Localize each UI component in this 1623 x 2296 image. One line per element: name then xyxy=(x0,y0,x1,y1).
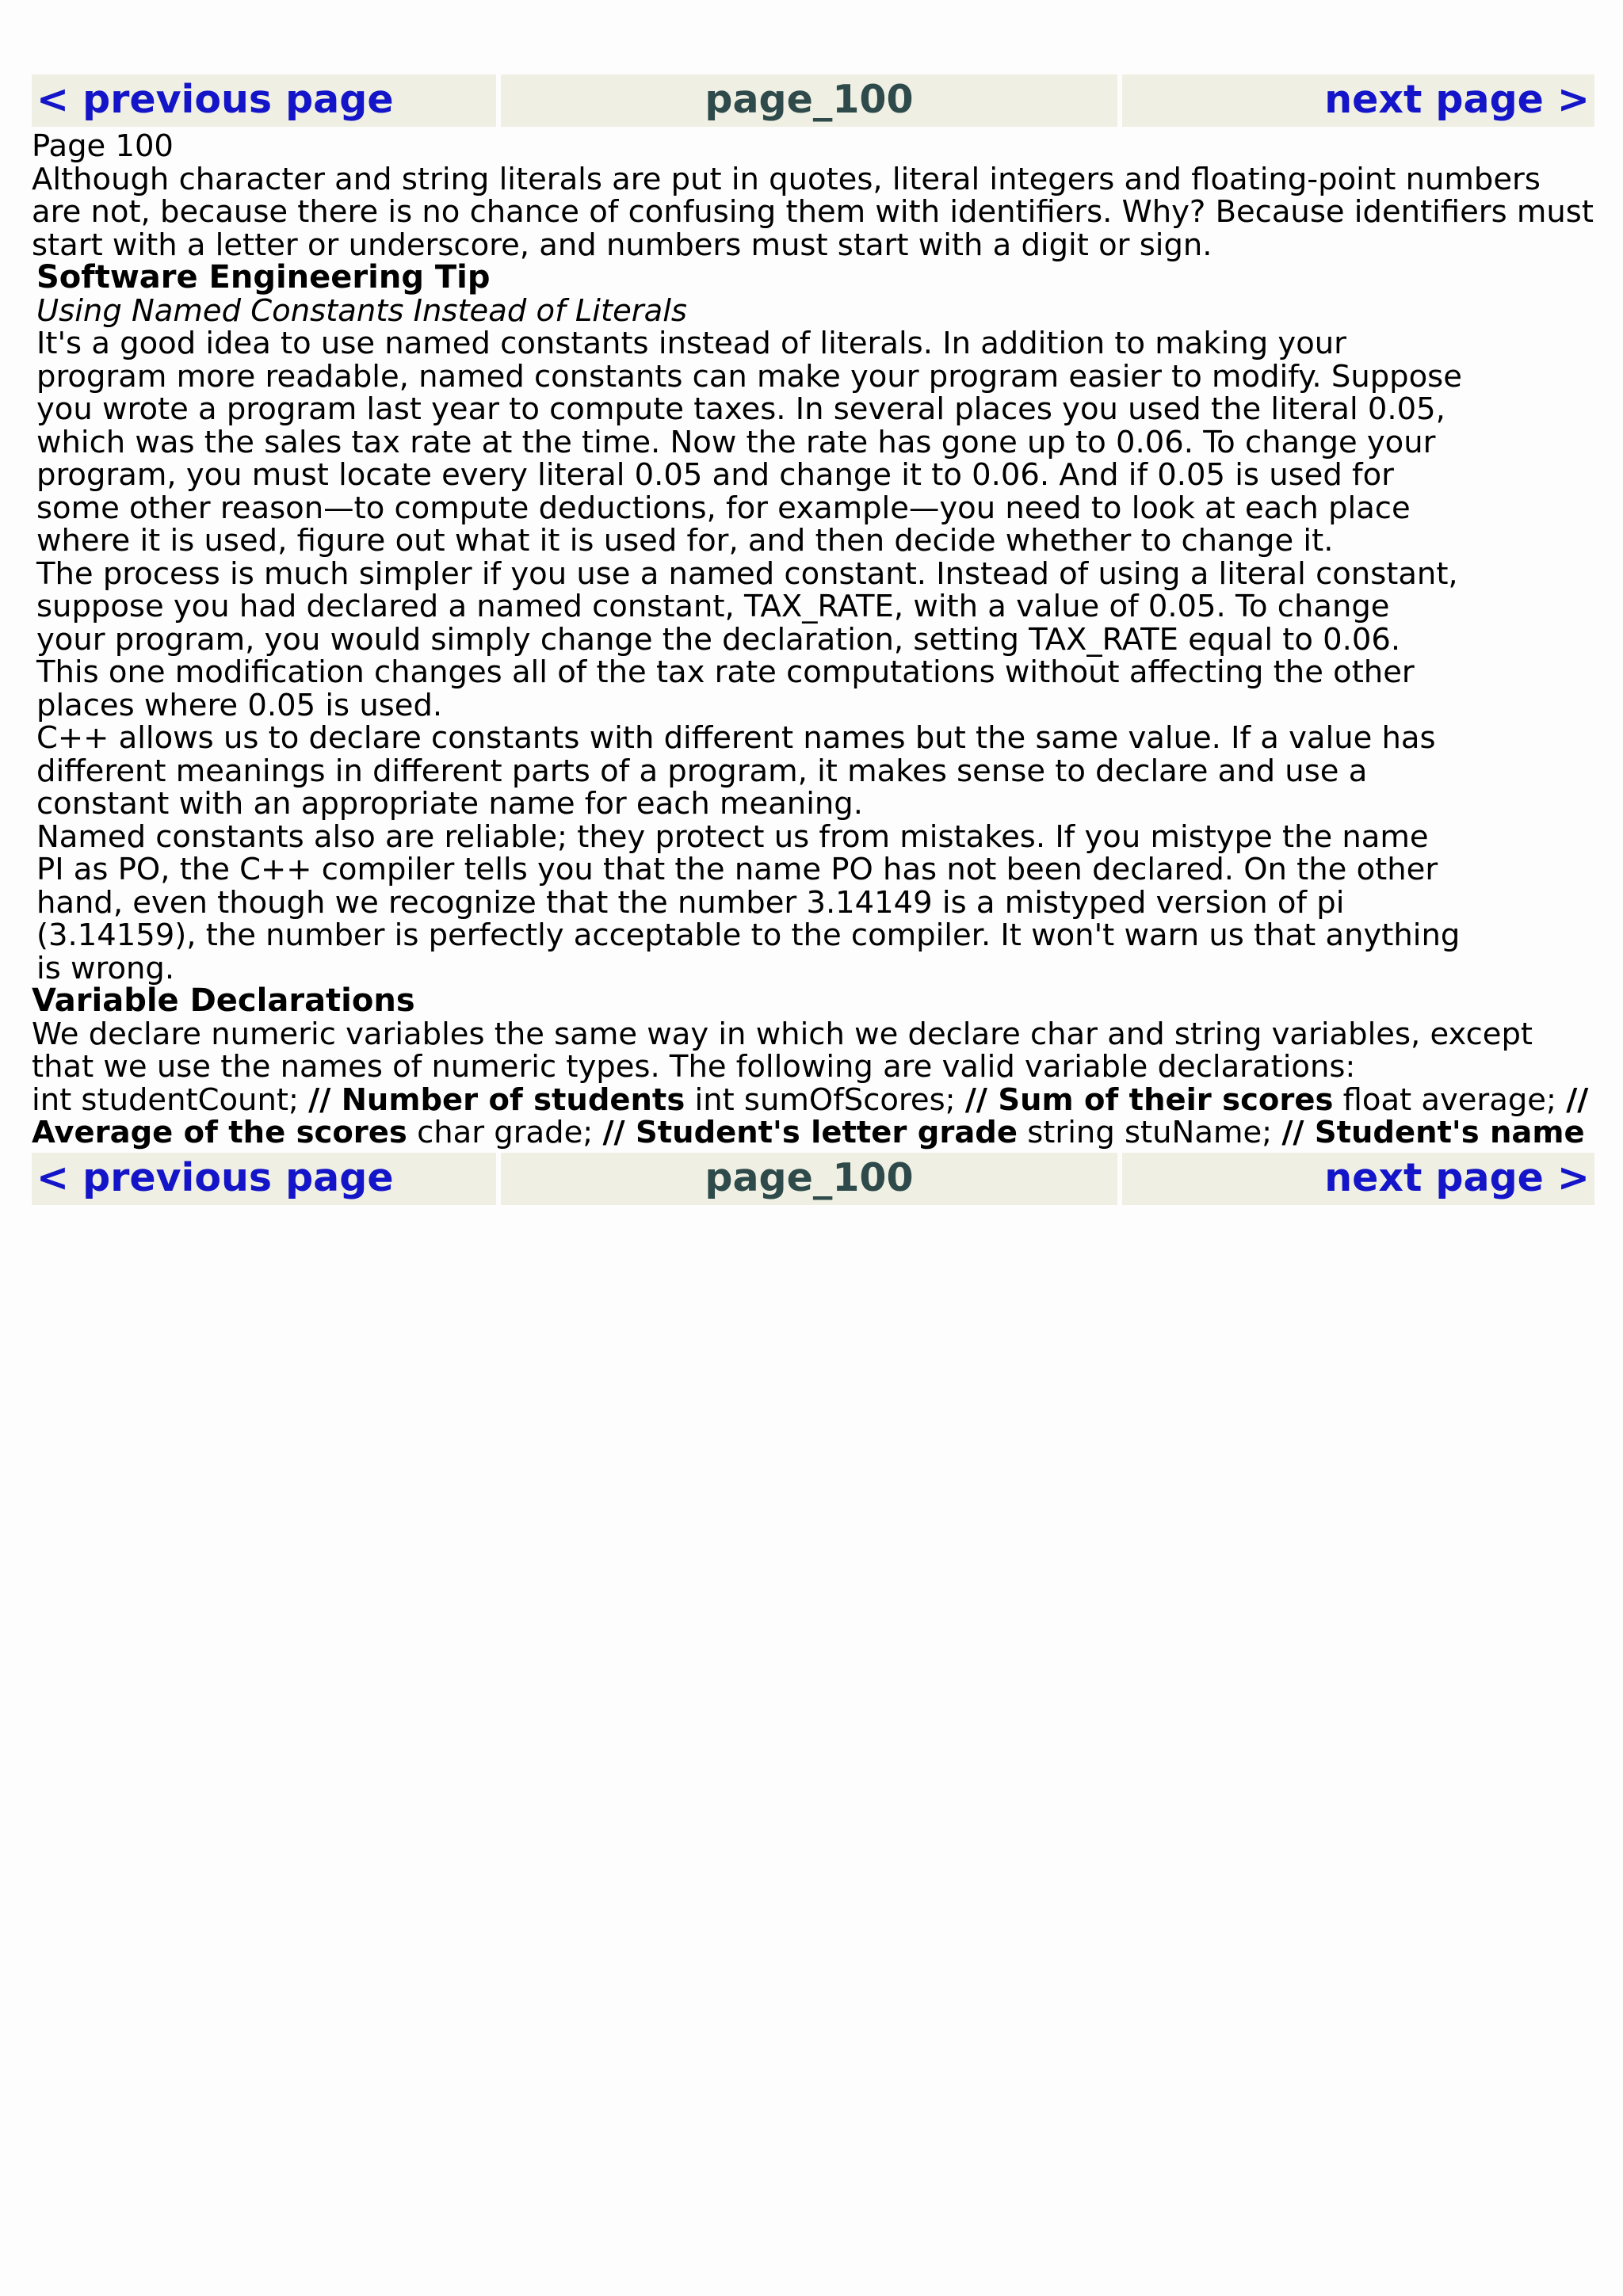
top-prev-cell xyxy=(32,74,496,127)
bottom-previous-page-link[interactable]: < previous page xyxy=(36,1154,394,1200)
section-heading: Variable Declarations xyxy=(32,982,415,1019)
tip-paragraph: The process is much simpler if you use a named constant. Instead of using a literal constant, suppose you had declared a named constant, TAX_RATE, with a value of 0.05. To change your program, you would simply change the declaration, setting TAX_RATE equal to 0.06. This one modification changes all of the tax rate computations without affecting the other places where 0.05 is used. xyxy=(36,555,1458,723)
page-label: Page 100 xyxy=(32,128,174,164)
top-nav-bar xyxy=(32,74,1594,127)
bottom-page-id: page_100 xyxy=(501,1153,1117,1205)
declaration-comment: // Student's name xyxy=(1281,1115,1585,1150)
software-engineering-tip xyxy=(32,261,1463,985)
declaration-comment: // Sum of their scores xyxy=(964,1081,1334,1118)
top-previous-page-link[interactable]: < previous page xyxy=(36,77,394,122)
declaration-code: int sumOfScores; xyxy=(694,1081,956,1118)
page xyxy=(32,74,1594,1205)
declaration-code: char grade; xyxy=(417,1115,594,1150)
top-next-cell xyxy=(1122,74,1594,127)
tip-paragraph: It's a good idea to use named constants instead of literals. In addition to making your program more readable, named constants can make your program easier to modify. Suppose you wrote a program last year to compute taxes. In several places you used the literal 0.05, which was the sales tax rate at the time. Now the rate has gone up to 0.06. To change your program, you must locate every literal 0.05 and change it to 0.06. And if 0.05 is used for some other reason—to compute deductions, for example—you need to look at each place where it is used, figure out what it is used for, and then decide whether to change it. xyxy=(36,326,1462,559)
intro-paragraph: Although character and string literals are put in quotes, literal integers and floating-point numbers are not, because there is no chance of confusing them with identifiers. Why? Because identifiers must start with a letter or underscore, and numbers must start with a digit or sign. xyxy=(32,161,1594,263)
tip-paragraph: C++ allows us to declare constants with different names but the same value. If a value has different meanings in different parts of a program, it makes sense to declare and use a constant with an appropriate name for each meaning. xyxy=(36,720,1436,822)
tip-heading: Software Engineering Tip xyxy=(36,259,491,296)
page-content xyxy=(32,130,1594,1150)
bottom-next-page-link[interactable]: next page > xyxy=(1324,1154,1590,1200)
tip-paragraph: Named constants also are reliable; they protect us from mistakes. If you mistype the name PI as PO, the C++ compiler tells you that the name PO has not been declared. On the other hand, even though we recognize that the number 3.14149 is a mistyped version of pi (3.14159), the number is perfectly acceptable to the compiler. It won't warn us that anything is wrong. xyxy=(36,818,1461,986)
top-next-page-link[interactable]: next page > xyxy=(1324,77,1590,122)
declaration-code: string stuName; xyxy=(1027,1115,1273,1150)
declaration-comment: // Average of the scores xyxy=(32,1081,1589,1150)
top-page-id: page_100 xyxy=(501,74,1117,127)
declaration-comment: // Number of students xyxy=(308,1081,685,1118)
declaration-code: float average; xyxy=(1342,1081,1556,1118)
bottom-nav-bar xyxy=(32,1153,1594,1205)
declarations-block xyxy=(32,1081,1594,1150)
section-paragraph: We declare numeric variables the same way in which we declare char and string variables, except that we use the names of numeric types. The following are valid variable declarations: xyxy=(32,1016,1533,1085)
declaration-code: int studentCount; xyxy=(32,1081,299,1118)
bottom-next-cell xyxy=(1122,1153,1594,1205)
bottom-prev-cell xyxy=(32,1153,496,1205)
declaration-comment: // Student's letter grade xyxy=(602,1115,1018,1150)
tip-subheading: Using Named Constants Instead of Literals xyxy=(36,292,687,329)
